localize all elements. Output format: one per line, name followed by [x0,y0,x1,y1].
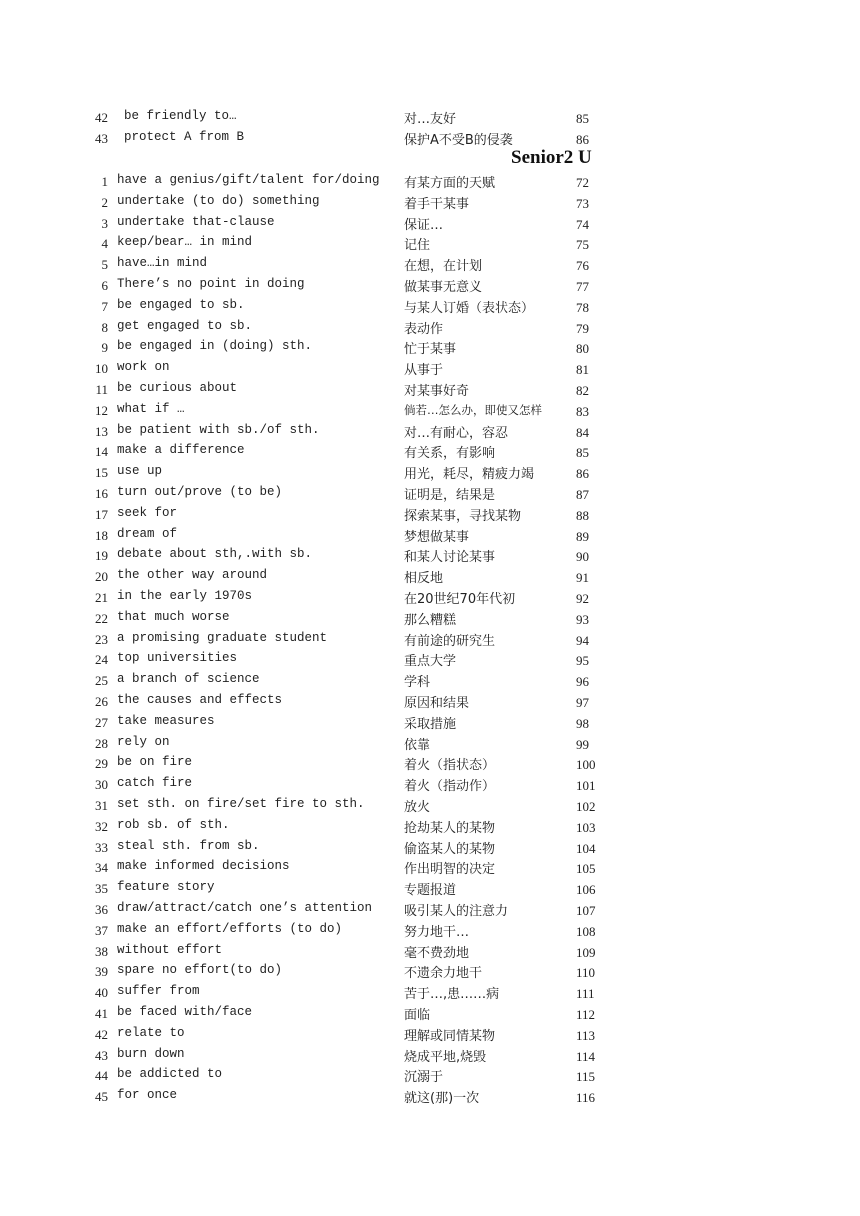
item-index: 78 [576,299,589,315]
english-phrase: a branch of science [117,672,260,687]
item-index: 111 [576,986,595,1002]
english-phrase: keep/bear… in mind [117,235,253,250]
section-heading: Senior2 U [511,147,592,168]
item-index: 81 [576,362,589,378]
english-phrase: in the early 1970s [117,589,253,603]
item-index: 95 [576,653,589,669]
item-index: 91 [576,570,589,586]
table-row [0,254,860,274]
table-row [0,691,860,711]
row-number: 28 [95,735,108,751]
row-number: 22 [95,610,108,626]
english-phrase: top universities [117,651,238,666]
item-index: 80 [576,341,589,357]
chinese-meaning: 理解或同情某物 [404,1028,496,1044]
english-phrase: protect A from B [124,130,245,144]
row-number: 13 [95,423,108,439]
row-number: 7 [101,298,108,314]
item-index: 113 [576,1027,596,1043]
item-index: 87 [576,487,589,502]
chinese-meaning: 保护A不受B的侵袭 [404,133,513,148]
item-index: 83 [576,403,589,419]
english-phrase: undertake (to do) something [117,193,320,208]
table-row [0,525,860,545]
english-phrase: steal sth. from sb. [117,838,260,853]
row-number: 12 [95,402,108,418]
table-row [0,670,860,690]
row-number: 27 [95,714,108,730]
item-index: 90 [576,549,589,565]
chinese-meaning: 证明是，结果是 [404,488,496,503]
chinese-meaning: 苦于…,患……病 [404,987,500,1003]
row-number: 38 [95,943,108,959]
row-number: 31 [95,798,108,813]
table-row [0,275,860,295]
item-index: 94 [576,632,589,648]
english-phrase: make informed decisions [117,859,290,874]
row-number: 3 [101,215,108,231]
english-phrase: be curious about [117,381,238,395]
chinese-meaning: 有前途的研究生 [404,633,496,649]
english-phrase: have…in mind [117,256,208,271]
english-phrase: be on fire [117,755,193,770]
item-index: 103 [576,819,596,835]
row-number: 25 [95,673,108,689]
chinese-meaning: 就这(那)一次 [404,1091,480,1107]
english-phrase: spare no effort(to do) [117,963,283,978]
chinese-meaning: 学科 [404,675,431,691]
table-row [0,128,860,148]
english-phrase: use up [117,464,163,479]
row-number: 9 [101,340,108,356]
chinese-meaning: 梦想做某事 [404,529,470,545]
row-number: 29 [95,756,108,772]
chinese-meaning: 重点大学 [404,654,457,670]
table-row [0,857,860,877]
table-row [0,649,860,669]
chinese-meaning: 保证… [404,217,444,233]
chinese-meaning: 沉溺于 [404,1070,444,1086]
english-phrase: seek for [117,505,178,520]
item-index: 110 [576,965,596,981]
table-row [0,400,860,420]
english-phrase: a promising graduate student [117,630,328,645]
table-row [0,379,860,399]
row-number: 41 [95,1006,108,1021]
row-number: 36 [95,902,108,917]
item-index: 104 [576,840,596,856]
item-index: 98 [576,715,589,731]
chinese-meaning: 作出明智的决定 [404,862,496,878]
chinese-meaning: 毫不费劲地 [404,945,470,961]
row-number: 21 [95,590,108,605]
english-phrase: be engaged in (doing) sth. [117,339,313,354]
row-number: 34 [95,860,108,876]
english-phrase: take measures [117,713,215,728]
chinese-meaning: 相反地 [404,571,444,587]
row-number: 42 [95,1026,108,1042]
table-row [0,483,860,503]
chinese-meaning: 着火（指状态） [404,758,496,774]
table-row [0,629,860,649]
item-index: 76 [576,258,589,274]
english-phrase: that much worse [117,609,230,624]
chinese-meaning: 采取措施 [404,716,457,732]
row-number: 8 [101,319,108,335]
table-row [0,296,860,316]
english-phrase: make a difference [117,443,245,458]
row-number: 2 [101,194,108,210]
row-number: 35 [95,881,108,897]
chinese-meaning: 在想，在计划 [404,259,483,275]
chinese-meaning: 烧成平地,烧毁 [404,1049,487,1065]
row-number: 5 [101,257,108,273]
table-row [0,317,860,337]
table-row [0,566,860,586]
table-row [0,1086,860,1106]
table-row [0,1003,860,1023]
table-row [0,1065,860,1085]
chinese-meaning: 专题报道 [404,883,457,899]
chinese-meaning: 做某事无意义 [404,280,483,295]
chinese-meaning: 对…有耐心，容忍 [404,425,509,441]
table-row [0,107,860,127]
table-row [0,712,860,732]
english-phrase: be addicted to [117,1067,223,1082]
table-row [0,878,860,898]
item-index: 105 [576,861,596,877]
english-phrase: relate to [117,1025,185,1040]
chinese-meaning: 放火 [404,800,431,815]
item-index: 93 [576,611,589,627]
english-phrase: suffer from [117,984,200,999]
row-number: 40 [95,985,108,1001]
english-phrase: burn down [117,1046,185,1061]
english-phrase: for once [117,1088,178,1103]
item-index: 84 [576,424,589,440]
table-row [0,504,860,524]
chinese-meaning: 倘若…怎么办，即使又怎样 [404,402,542,417]
item-index: 101 [576,778,596,794]
chinese-meaning: 有关系，有影响 [404,446,496,462]
table-row [0,982,860,1002]
item-index: 100 [576,757,596,773]
chinese-meaning: 表动作 [404,321,444,337]
row-number: 17 [95,506,108,522]
item-index: 115 [576,1069,596,1085]
item-index: 108 [576,923,596,939]
english-phrase: make an effort/efforts (to do) [117,921,343,936]
english-phrase: dream of [117,526,178,541]
chinese-meaning: 与某人订婚（表状态） [404,300,535,316]
table-row [0,587,860,607]
chinese-meaning: 忙于某事 [404,342,457,358]
chinese-meaning: 依靠 [404,737,431,753]
chinese-meaning: 对某事好奇 [404,384,470,399]
table-row [0,795,860,815]
table-row [0,1024,860,1044]
table-row [0,358,860,378]
item-index: 89 [576,528,589,544]
table-row [0,1045,860,1065]
row-number: 15 [95,465,108,481]
english-phrase: debate about sth,.with sb. [117,547,313,562]
english-phrase: get engaged to sb. [117,318,253,333]
item-index: 73 [576,195,589,211]
row-number: 26 [95,694,108,709]
table-row [0,941,860,961]
row-number: 14 [95,444,108,460]
item-index: 109 [576,944,596,960]
row-number: 1 [101,174,108,189]
english-phrase: be faced with/face [117,1005,253,1019]
table-row [0,733,860,753]
item-index: 82 [576,383,589,398]
table-row [0,961,860,981]
table-row [0,441,860,461]
english-phrase: the causes and effects [117,693,283,707]
item-index: 88 [576,507,589,523]
english-phrase: There’s no point in doing [117,277,305,291]
item-index: 96 [576,674,589,690]
row-number: 45 [95,1089,108,1105]
english-phrase: have a genius/gift/talent for/doing [117,173,380,187]
row-number: 6 [101,278,108,293]
item-index: 86 [576,132,589,147]
row-number: 37 [95,922,108,938]
item-index: 77 [576,279,589,294]
chinese-meaning: 偷盗某人的某物 [404,841,496,857]
row-number: 4 [101,236,108,252]
english-phrase: what if … [117,401,185,416]
chinese-meaning: 对…友好 [404,112,457,127]
item-index: 97 [576,695,589,710]
item-index: 86 [576,466,589,482]
chinese-meaning: 从事于 [404,363,444,379]
english-phrase: rely on [117,734,170,749]
row-number: 43 [95,131,108,146]
item-index: 74 [576,216,589,232]
row-number: 20 [95,569,108,585]
chinese-meaning: 用光，耗尽，精疲力竭 [404,467,535,483]
chinese-meaning: 吸引某人的注意力 [404,904,509,919]
table-row [0,899,860,919]
item-index: 75 [576,237,589,253]
row-number: 43 [95,1047,108,1063]
item-index: 72 [576,175,589,190]
english-phrase: without effort [117,942,223,957]
chinese-meaning: 面临 [404,1008,431,1023]
table-row [0,192,860,212]
english-phrase: undertake that-clause [117,214,275,229]
item-index: 116 [576,1090,596,1106]
chinese-meaning: 着手干某事 [404,196,470,212]
table-row [0,233,860,253]
english-phrase: feature story [117,880,215,895]
item-index: 99 [576,736,589,752]
row-number: 24 [95,652,108,668]
row-number: 32 [95,818,108,834]
item-index: 92 [576,591,589,606]
item-index: 107 [576,903,596,918]
chinese-meaning: 那么糟糕 [404,612,457,628]
table-row [0,608,860,628]
table-row [0,774,860,794]
table-row [0,171,860,191]
row-number: 19 [95,548,108,564]
table-row [0,421,860,441]
item-index: 114 [576,1048,596,1064]
english-phrase: be patient with sb./of sth. [117,422,320,437]
item-index: 79 [576,320,589,336]
item-index: 85 [576,445,589,461]
chinese-meaning: 在20世纪70年代初 [404,592,516,607]
chinese-meaning: 努力地干… [404,924,470,940]
row-number: 23 [95,631,108,647]
chinese-meaning: 探索某事，寻找某物 [404,508,522,524]
english-phrase: the other way around [117,568,268,583]
row-number: 44 [95,1068,108,1084]
row-number: 39 [95,964,108,980]
item-index: 112 [576,1007,596,1022]
english-phrase: catch fire [117,776,193,791]
row-number: 30 [95,777,108,793]
row-number: 42 [95,110,108,125]
chinese-meaning: 和某人讨论某事 [404,550,496,566]
chinese-meaning: 有某方面的天赋 [404,176,496,191]
table-row [0,816,860,836]
table-row [0,462,860,482]
table-row [0,213,860,233]
chinese-meaning: 抢劫某人的某物 [404,820,496,836]
item-index: 102 [576,799,596,814]
chinese-meaning: 不遗余力地干 [404,966,483,982]
english-phrase: be friendly to… [124,109,237,123]
row-number: 18 [95,527,108,543]
chinese-meaning: 原因和结果 [404,696,470,711]
table-row [0,920,860,940]
english-phrase: be engaged to sb. [117,297,245,312]
row-number: 10 [95,361,108,377]
english-phrase: work on [117,360,170,375]
english-phrase: set sth. on fire/set fire to sth. [117,797,365,811]
chinese-meaning: 记住 [404,238,431,254]
item-index: 85 [576,111,589,126]
row-number: 33 [95,839,108,855]
table-row [0,837,860,857]
english-phrase: turn out/prove (to be) [117,485,283,499]
row-number: 11 [95,382,108,397]
table-row [0,337,860,357]
table-row [0,545,860,565]
row-number: 16 [95,486,108,501]
table-row [0,753,860,773]
english-phrase: rob sb. of sth. [117,817,230,832]
chinese-meaning: 着火（指动作） [404,779,496,795]
item-index: 106 [576,882,596,898]
english-phrase: draw/attract/catch one’s attention [117,901,373,915]
